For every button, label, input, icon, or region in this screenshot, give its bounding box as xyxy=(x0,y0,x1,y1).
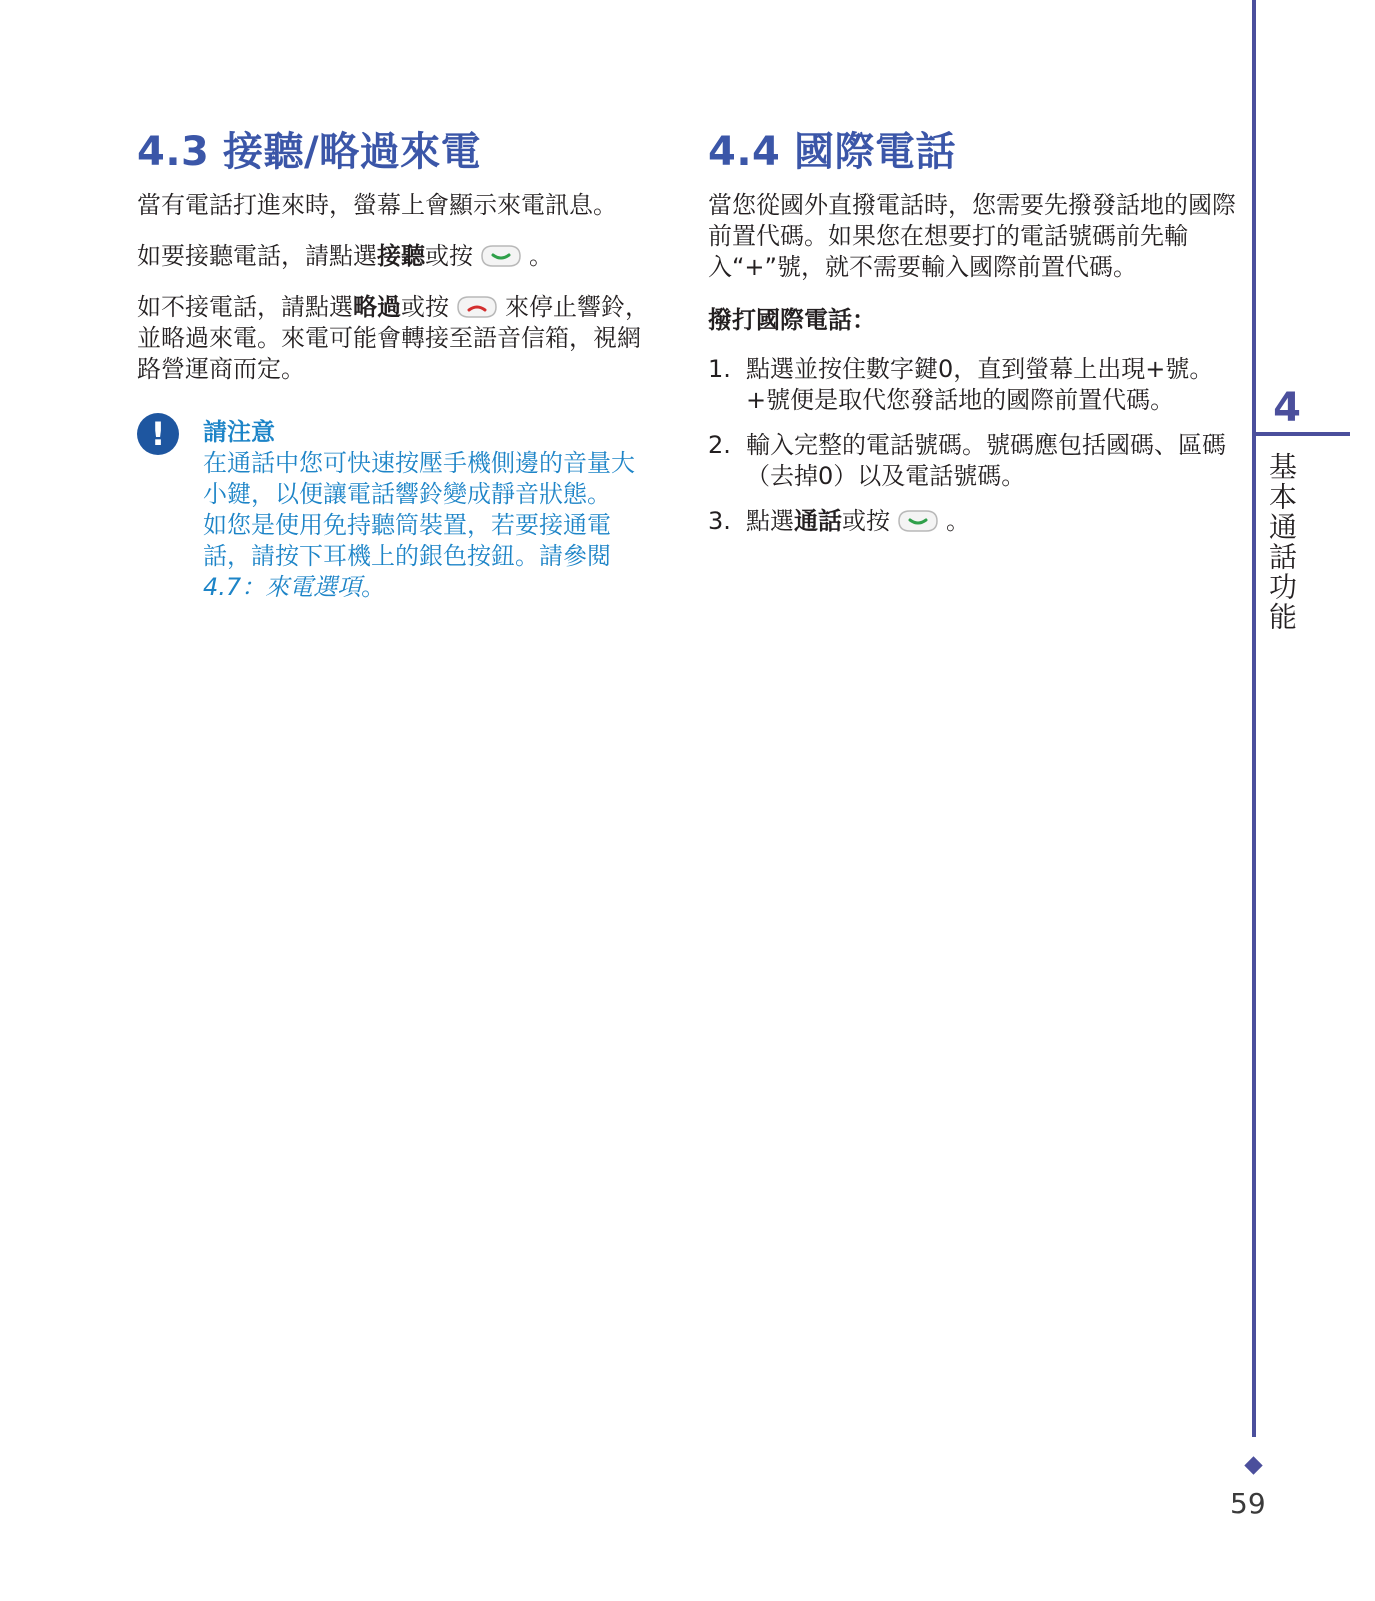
section-heading: 接聽/略過來電 xyxy=(223,129,482,175)
section-title xyxy=(137,128,657,176)
chapter-title: 基本通話功能 xyxy=(1265,452,1298,632)
text: 。 xyxy=(529,242,553,270)
steps-list xyxy=(708,354,1238,537)
paragraph-incoming: 當有電話打進來時，螢幕上會顯示來電訊息。 xyxy=(137,191,617,219)
step-text: 點選 xyxy=(746,507,794,535)
talk-key-icon xyxy=(479,243,523,269)
text: 。 xyxy=(361,573,386,601)
section-heading: 國際電話 xyxy=(794,129,956,175)
exclamation-icon: ! xyxy=(137,413,179,455)
diamond-icon xyxy=(1244,1456,1262,1474)
section-4-4 xyxy=(708,128,1238,551)
bold-text: 通話 xyxy=(794,507,842,535)
text: 如您是使用免持聽筒裝置，若要接通電話，請按下耳機上的銀色按鈕。請參閱 xyxy=(203,511,611,570)
step-text: 輸入完整的電話號碼。號碼應包括國碼、區碼（去掉0）以及電話號碼。 xyxy=(746,431,1226,490)
talk-key-icon xyxy=(896,508,940,534)
section-number: 4.4 xyxy=(708,129,781,175)
cross-reference: 4.7：來電選項 xyxy=(203,573,362,601)
chapter-tab-bar xyxy=(1256,432,1350,436)
page-number: 59 xyxy=(1230,1487,1266,1520)
section-title xyxy=(708,128,1238,176)
section-4-3 xyxy=(137,128,657,603)
step-number: 2. xyxy=(708,431,731,459)
list-item xyxy=(708,506,1238,537)
text: 或按 xyxy=(425,242,473,270)
text: 如不接電話，請點選 xyxy=(137,293,353,321)
note-paragraph xyxy=(203,510,657,603)
text: 如要接聽電話，請點選 xyxy=(137,242,377,270)
end-key-icon xyxy=(455,294,499,320)
note-box xyxy=(137,417,657,603)
paragraph-ignore xyxy=(137,292,657,385)
note-paragraph: 在通話中您可快速按壓手機側邊的音量大小鍵，以便讓電話響鈴變成靜音狀態。 xyxy=(203,449,635,508)
step-text: 或按 xyxy=(842,507,890,535)
step-text: 。 xyxy=(946,507,970,535)
bold-text: 略過 xyxy=(353,293,401,321)
step-text: 點選並按住數字鍵0，直到螢幕上出現+號。+號便是取代您發話地的國際前置代碼。 xyxy=(746,355,1214,414)
step-number: 1. xyxy=(708,355,731,383)
chapter-number: 4 xyxy=(1273,385,1301,431)
section-number: 4.3 xyxy=(137,129,210,175)
text: 來停止響鈴，並略過來電。來電可能會轉接至語音信箱，視網路營運商而定。 xyxy=(137,293,649,383)
sidebar-divider xyxy=(1252,0,1256,1437)
list-item xyxy=(708,430,1238,492)
list-item xyxy=(708,354,1238,416)
sub-heading: 撥打國際電話： xyxy=(708,306,876,334)
text: 或按 xyxy=(401,293,449,321)
paragraph-intl: 當您從國外直撥電話時，您需要先撥發話地的國際前置代碼。如果您在想要打的電話號碼前先輸入“+”號，就不需要輸入國際前置代碼。 xyxy=(708,191,1236,281)
bold-text: 接聽 xyxy=(377,242,425,270)
note-title: 請注意 xyxy=(203,418,275,446)
step-number: 3. xyxy=(708,507,731,535)
paragraph-answer xyxy=(137,241,657,272)
